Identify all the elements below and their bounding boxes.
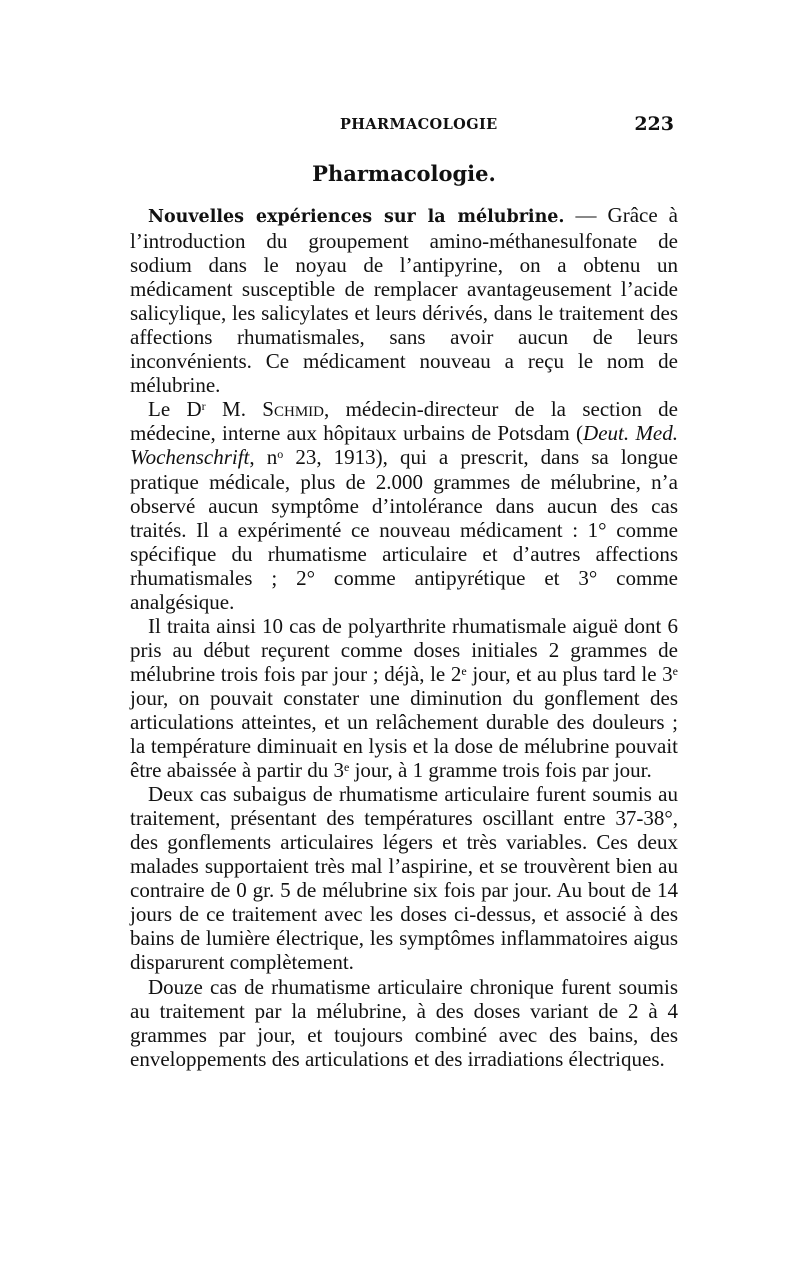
superscript-o: o — [277, 447, 284, 462]
acute-cases-text-a: Il traita ainsi 10 cas de polyarthrite rhumatismale aiguë dont 6 pris au début reçurent comme doses initiales 2 grammes de mélubrine trois fois par jour ; déjà, le 2 — [130, 613, 678, 686]
paragraph-intro — [130, 203, 678, 397]
author-initial: M. — [205, 397, 263, 422]
subacute-cases-text: Deux cas subaigus de rhumatisme articulaire furent soumis au traitement, présentant des températures oscillant entre 37-38°, des gonflements articulaires légers et très variables. Ces deux malades supportaient très mal l’aspirine, et se trouvèrent bien au contraire de 0 gr. 5 de mélubrine six fois par jour. Au bout de 14 jours de ce traitement avec les doses ci-dessus, et associé à des bains de lumière électrique, les symptômes inflammatoires aigus disparurent complètement. — [130, 782, 678, 975]
section-title: Pharmacologie. — [312, 161, 496, 186]
running-head-title: PHARMACOLOGIE — [340, 116, 498, 133]
superscript-e-2: e — [672, 663, 678, 678]
page-number: 223 — [634, 113, 674, 135]
article-heading: Nouvelles expériences sur la mélubrine. — [148, 207, 565, 227]
superscript-e-1: e — [461, 663, 467, 678]
chronic-cases-text: Douze cas de rhumatisme articulaire chronique furent soumis au traitement par la mélubrine, à des doses variant de 2 à 4 grammes par jour, et toujours combiné avec des bains, des enveloppements des articulations et des irradiations électriques. — [130, 974, 678, 1071]
acute-cases-text-b: jour, et au plus tard le 3 — [466, 661, 673, 686]
paragraph-schmid-affiliation: , médecin-directeur de la section de médecine, interne aux hôpitaux urbains de Potsdam ( — [130, 397, 678, 446]
issue-label: , n — [249, 445, 278, 470]
superscript-e-3: e — [343, 760, 350, 775]
acute-cases-text-c: jour, on pouvait constater une diminution du gonflement des articulations atteintes, et un relâchement durable des douleurs ; la température diminuait en lysis et la dose de mélubrine pouvait être abaissée à partir du 3 — [130, 685, 678, 783]
superscript-r: r — [201, 399, 206, 414]
paragraph-intro-text: — Grâce à l’introduction du groupement amino-méthanesulfonate de sodium dans le noyau de l’antipyrine, on a obtenu un médicament susceptible de remplacer avantageusement l’acide salicylique, les salicylates et leurs dérivés, dans le traitement des affections rhumatismales, sans avoir aucun de leurs inconvénients. Ce médicament nouveau a reçu le nom de mélubrine. — [130, 203, 678, 398]
article-body — [130, 203, 678, 1071]
paragraph-schmid-intro: Le D — [148, 397, 202, 422]
paragraph-chronic-cases — [130, 975, 678, 1071]
author-name: Schmid — [262, 397, 324, 422]
paragraph-schmid-text: 23, 1913), qui a prescrit, dans sa longue pratique médicale, plus de 2.000 grammes de mélubrine, n’a observé aucun symptôme d’intolérance dans aucun des cas traités. Il a expérimenté ce nouveau médicament : 1° comme spécifique du rhumatisme articulaire et d’autres affections rhumatismales ; 2° comme antipyrétique et 3° comme analgésique. — [130, 445, 678, 614]
paragraph-acute-cases — [130, 614, 678, 782]
paragraph-subacute-cases — [130, 782, 678, 974]
journal-citation: Deut. Med. Wochenschrift — [130, 421, 679, 470]
running-head — [130, 113, 678, 138]
paragraph-schmid — [130, 397, 678, 613]
acute-cases-text-d: jour, à 1 gramme trois fois par jour. — [349, 758, 652, 783]
